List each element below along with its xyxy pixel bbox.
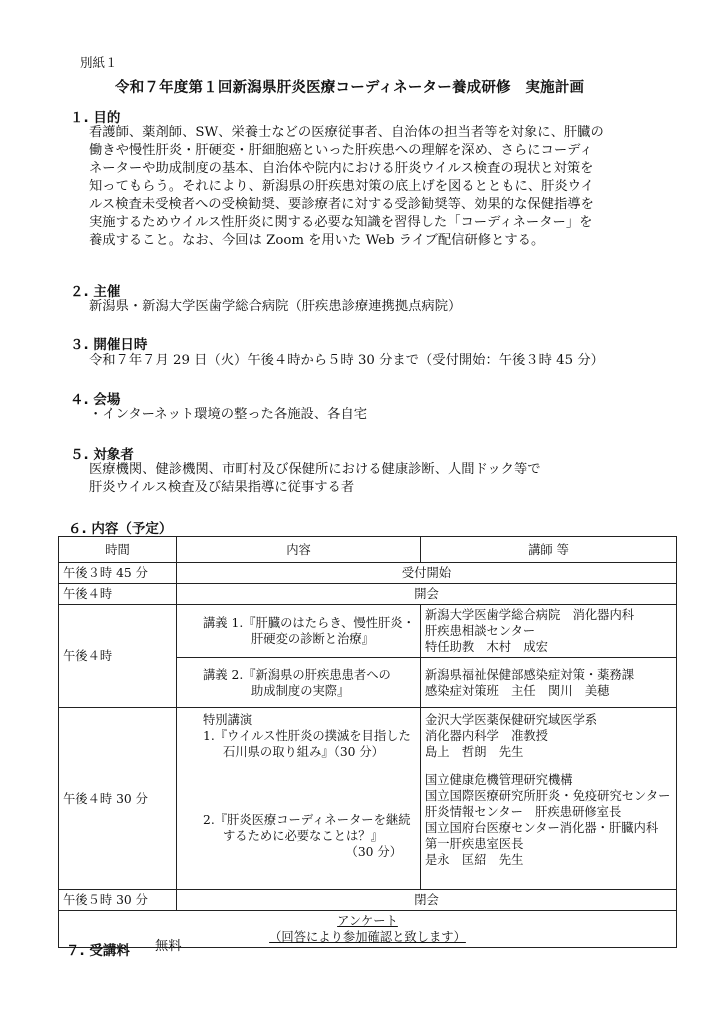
lecture1-line2: 肝硬変の診断と治療』 bbox=[251, 632, 374, 646]
venue-text: ・インターネット環境の整った各施設、各自宅 bbox=[89, 407, 368, 422]
section-heading-content: ６. 内容（予定） bbox=[68, 521, 173, 537]
lecturer-line: 特任助教 木村 成宏 bbox=[425, 640, 548, 654]
section-heading-venue: ４. 会場 bbox=[70, 392, 121, 408]
header-content: 内容 bbox=[177, 537, 421, 563]
lecturer-line: 肝炎情報センター 肝疾患研修室長 bbox=[425, 805, 622, 819]
block1-time: 午後４時 bbox=[59, 605, 177, 708]
talk2-line2: するために必要なことは？』 bbox=[223, 829, 383, 843]
table-row bbox=[59, 890, 677, 911]
table-row bbox=[59, 911, 677, 948]
host-text: 新潟県・新潟大学医歯学総合病院（肝疾患診療連携拠点病院） bbox=[89, 299, 462, 314]
lecture1-lecturer bbox=[421, 605, 677, 658]
purpose-line: 働きや慢性肝炎・肝硬変・肝細胞癌といった肝疾患への理解を深め、さらにコーディ bbox=[89, 143, 593, 158]
lecturer-line: 国立国府台医療センター消化器・肝臓内科 bbox=[425, 821, 659, 835]
lecturer-line: 島上 哲朗 先生 bbox=[425, 745, 524, 759]
target-line: 肝炎ウイルス検査及び結果指導に従事する者 bbox=[89, 480, 355, 495]
lecturer-line: 第一肝疾患室医長 bbox=[425, 837, 524, 851]
reception-label: 受付開始 bbox=[177, 563, 677, 584]
section-heading-datetime: ３. 開催日時 bbox=[70, 337, 148, 353]
lecture2-line2: 助成制度の実際』 bbox=[251, 683, 350, 698]
closing-label: 閉会 bbox=[177, 890, 677, 911]
purpose-line: 看護師、薬剤師、SW、栄養士などの医療従事者、自治体の担当者等を対象に、肝臓の bbox=[89, 125, 604, 140]
purpose-line: 実施するためウイルス性肝炎に関する必要な知識を習得した「コーディネーター」を bbox=[89, 215, 593, 230]
lecturer-line: 肝疾患相談センター bbox=[425, 624, 536, 638]
lecturer-line: 国立健康危機管理研究機構 bbox=[425, 773, 573, 787]
lecturer-line: 新潟県福祉保健部感染症対策・薬務課 bbox=[425, 667, 635, 682]
section-heading-host: ２. 主催 bbox=[70, 284, 121, 300]
header-time: 時間 bbox=[59, 537, 177, 563]
table-row bbox=[59, 563, 677, 584]
purpose-line: ルス検査未受検者への受検勧奨、要診療者に対する受診勧奨等、効果的な保健指導を bbox=[89, 197, 594, 212]
closing-time: 午後５時 30 分 bbox=[59, 890, 177, 911]
target-line: 医療機関、健診機関、市町村及び保健所における健康診断、人間ドック等で bbox=[89, 462, 541, 477]
lecture2-title bbox=[177, 658, 421, 708]
fee-value: 無料 bbox=[155, 939, 182, 954]
section-heading-purpose: １. 目的 bbox=[70, 110, 121, 126]
target-text bbox=[89, 461, 541, 497]
lecture1-title bbox=[177, 605, 421, 658]
lecturer-line: 消化器内科学 准教授 bbox=[425, 729, 548, 743]
datetime-text: 令和７年７月 29 日（火）午後４時から５時 30 分まで（受付開始：午後３時 45 分） bbox=[89, 353, 604, 368]
block2-time: 午後４時 30 分 bbox=[59, 708, 177, 890]
schedule-table bbox=[58, 536, 677, 948]
table-row bbox=[59, 605, 677, 658]
special-lecture-label: 特別講演 bbox=[203, 713, 253, 727]
purpose-line: ネーターや助成制度の基本、自治体や院内における肝炎ウイルス検査の現状と対策を bbox=[89, 161, 594, 176]
section-heading-target: ５. 対象者 bbox=[70, 447, 134, 463]
talk1-line1: 1.『ウイルス性肝炎の撲滅を目指した bbox=[203, 729, 411, 743]
lecturer-line: 金沢大学医薬保健研究域医学系 bbox=[425, 713, 598, 727]
talk1-line2: 石川県の取り組み』（30 分） bbox=[223, 745, 384, 759]
header-lecturer: 講師 等 bbox=[421, 537, 677, 563]
section-heading-fee: ７. 受講料 bbox=[66, 943, 130, 959]
opening-time: 午後４時 bbox=[59, 584, 177, 605]
table-row bbox=[59, 708, 677, 890]
table-header-row bbox=[59, 537, 677, 563]
survey-cell bbox=[59, 911, 677, 948]
purpose-line: 養成すること。なお、今回は Zoom を用いた Web ライブ配信研修とする。 bbox=[89, 233, 545, 248]
lecturer-line: 国立国際医療研究所肝炎・免疫研究センター bbox=[425, 789, 671, 803]
lecture1-line1: 講義 1.『肝臓のはたらき、慢性肝炎・ bbox=[203, 616, 415, 630]
table-row bbox=[59, 584, 677, 605]
survey-note: （回答により参加確認と致します） bbox=[269, 930, 466, 944]
talk2-line3: （30 分） bbox=[345, 845, 402, 859]
lecture2-line1: 講義 2.『新潟県の肝疾患患者への bbox=[203, 667, 391, 682]
purpose-text bbox=[89, 124, 604, 250]
lecturer-line: 是永 匡紹 先生 bbox=[425, 853, 524, 867]
reception-time: 午後３時 45 分 bbox=[59, 563, 177, 584]
purpose-line: 知ってもらう。それにより、新潟県の肝疾患対策の底上げを図るとともに、肝炎ウイ bbox=[89, 179, 594, 194]
special-lectures bbox=[177, 708, 421, 890]
document-title: 令和７年度第１回新潟県肝炎医療コーディネーター養成研修 実施計画 bbox=[115, 80, 585, 96]
opening-label: 開会 bbox=[177, 584, 677, 605]
annex-label: 別紙１ bbox=[80, 55, 118, 70]
block2-lecturers bbox=[421, 708, 677, 890]
lecturer-line: 感染症対策班 主任 関川 美穂 bbox=[425, 683, 610, 698]
talk2-line1: 2.『肝炎医療コーディネーターを継続 bbox=[203, 813, 411, 827]
survey-title: アンケート bbox=[337, 914, 398, 928]
lecture2-lecturer bbox=[421, 658, 677, 708]
lecturer-line: 新潟大学医歯学総合病院 消化器内科 bbox=[425, 608, 635, 622]
